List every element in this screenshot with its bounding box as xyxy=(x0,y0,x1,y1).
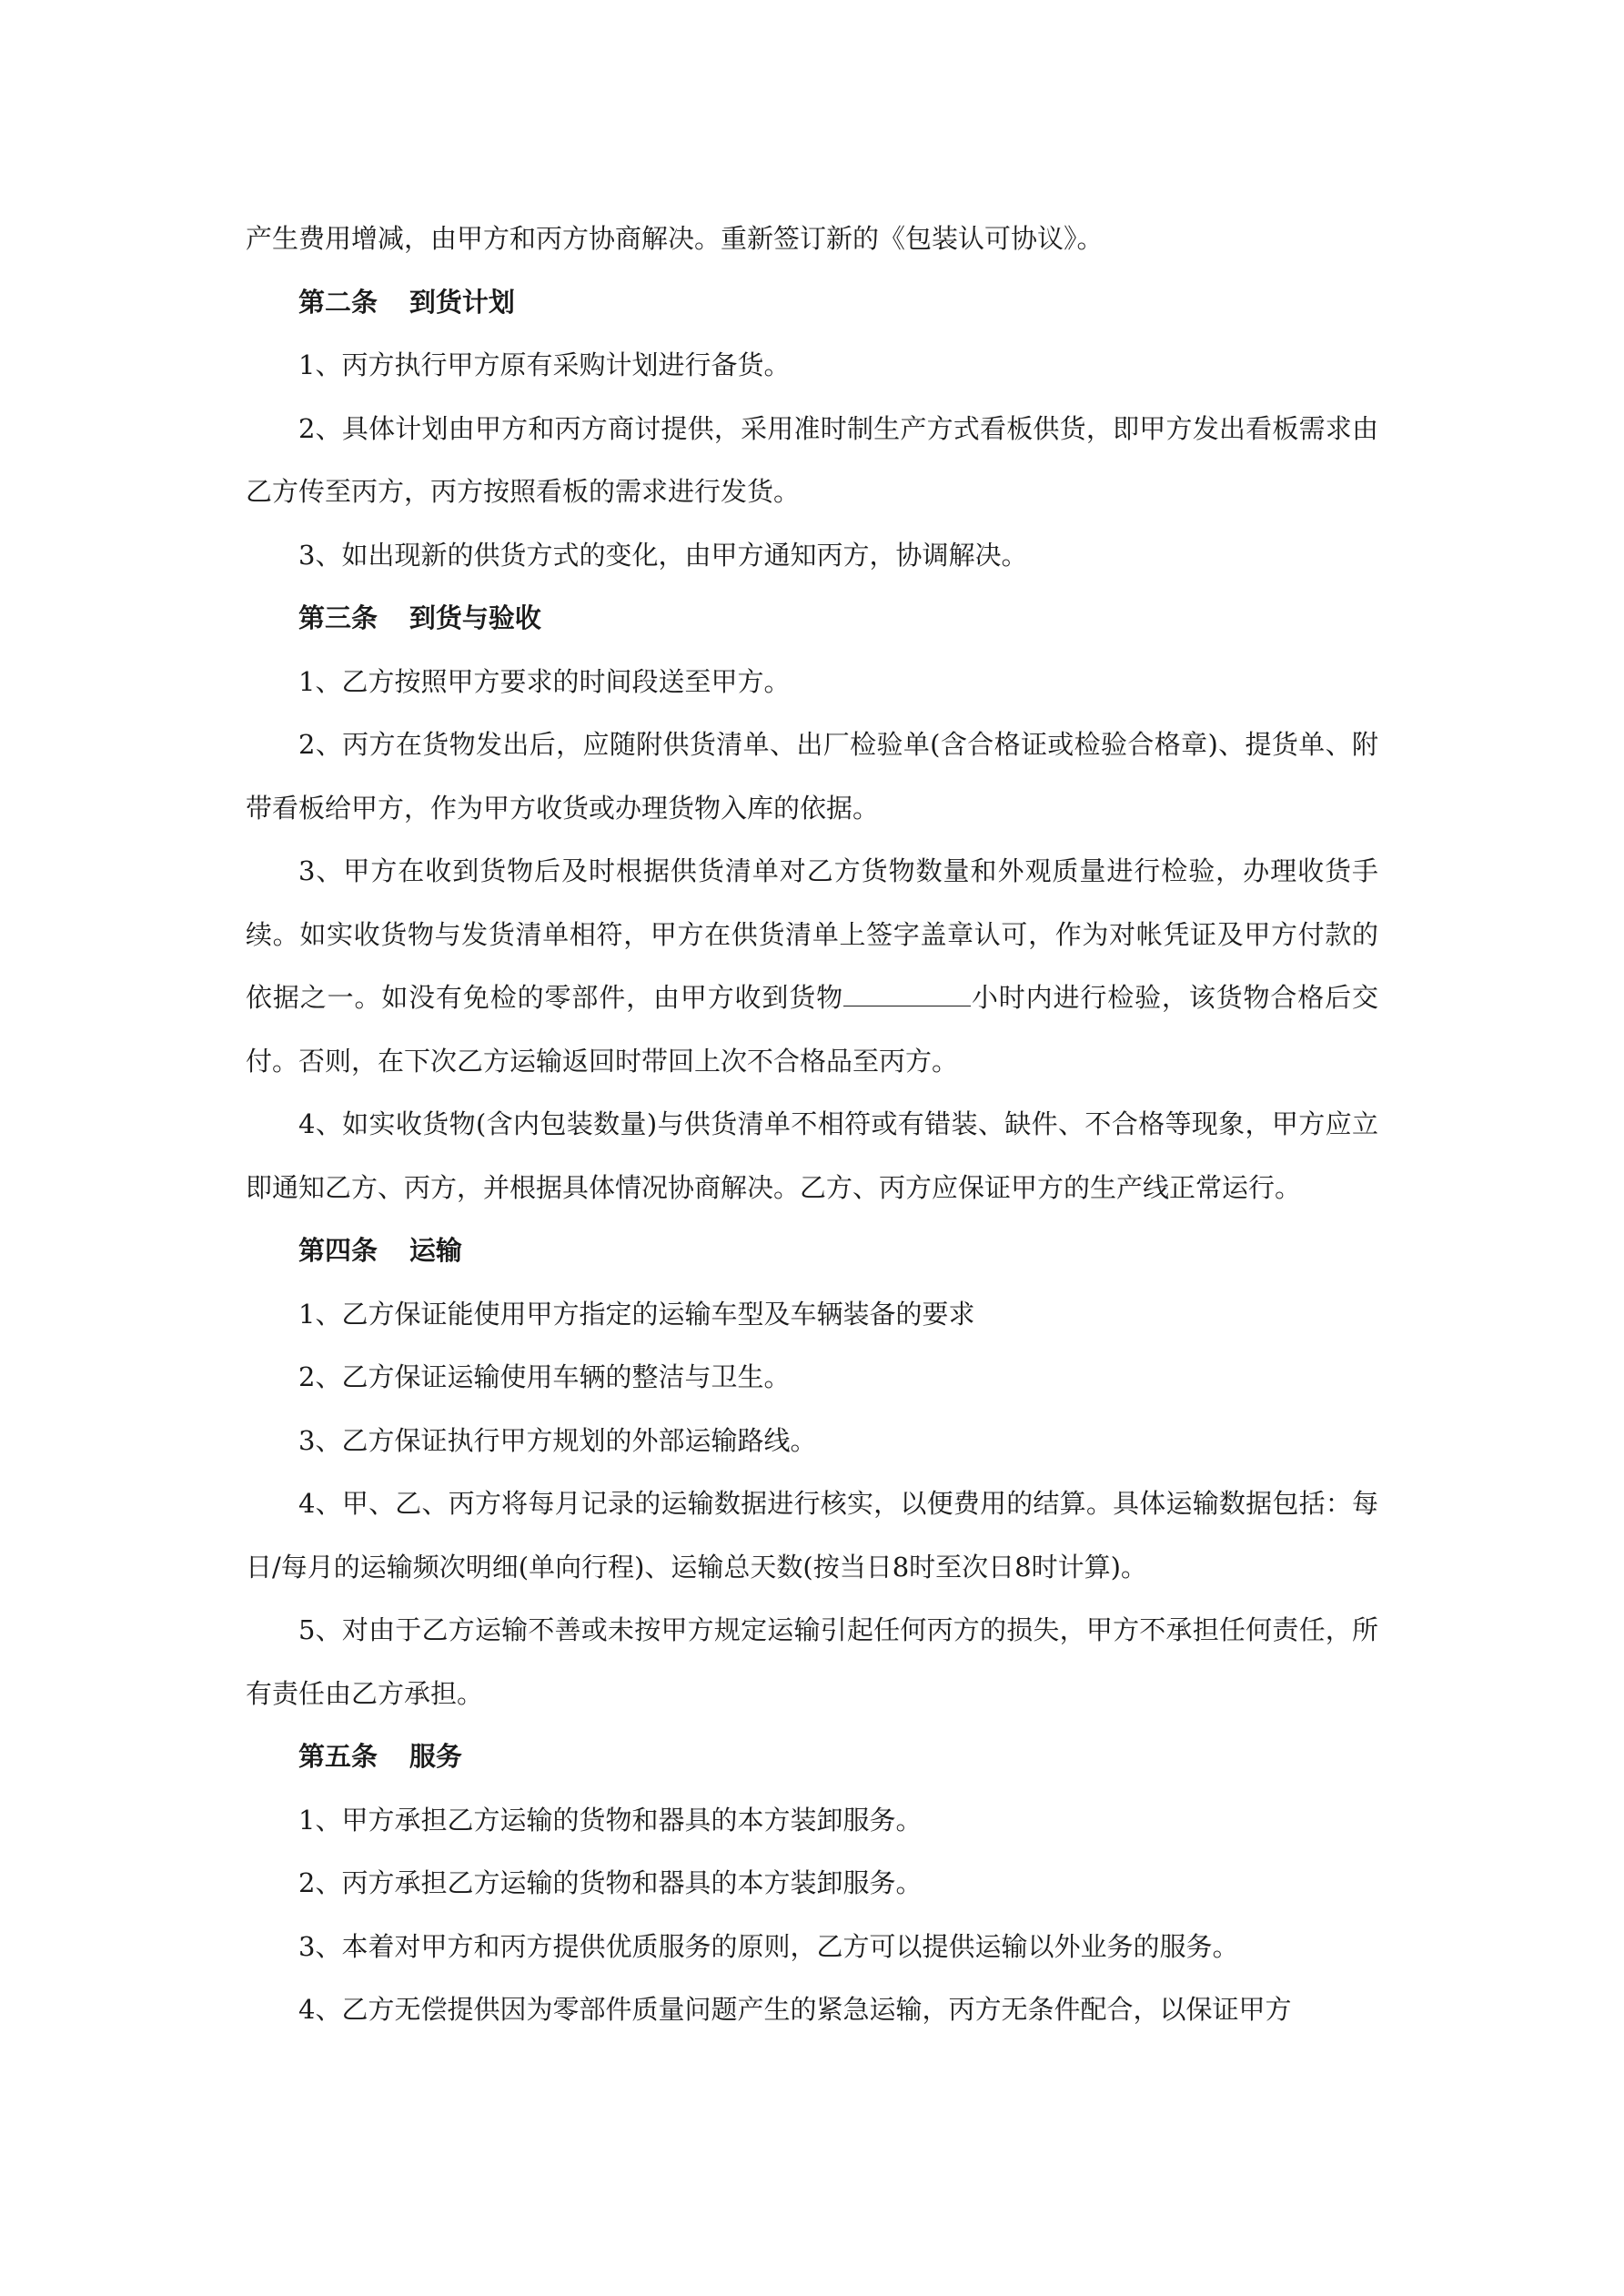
article-3-item-3-text-after: 小时内进行检验，该货物合格后交付。否则，在下次乙方运输返回时带回上次不合格品至丙方。 xyxy=(246,982,1378,1077)
article-3-item-3 xyxy=(246,840,1378,1093)
article-3-item-2: 2、丙方在货物发出后，应随附供货清单、出厂检验单(含合格证或检验合格章)、提货单、附带看板给甲方，作为甲方收货或办理货物入库的依据。 xyxy=(246,729,1378,824)
document-page xyxy=(246,207,1378,2042)
article-3-number: 第三条 xyxy=(298,602,378,633)
inspection-hours-blank[interactable] xyxy=(843,984,971,1006)
article-4-title: 运输 xyxy=(409,1235,462,1266)
article-2-title: 到货计划 xyxy=(409,286,515,318)
article-5-title: 服务 xyxy=(409,1741,462,1772)
article-3-item-1: 1、乙方按照甲方要求的时间段送至甲方。 xyxy=(298,665,791,697)
article-5-item-3: 3、本着对甲方和丙方提供优质服务的原则，乙方可以提供运输以外业务的服务。 xyxy=(298,1930,1239,1962)
article-2-number: 第二条 xyxy=(298,286,378,318)
article-3-title: 到货与验收 xyxy=(409,602,541,633)
article-4-item-2: 2、乙方保证运输使用车辆的整洁与卫生。 xyxy=(298,1361,791,1392)
article-2-heading xyxy=(246,271,1378,335)
article-3-item-4: 4、如实收货物(含内包装数量)与供货清单不相符或有错装、缺件、不合格等现象，甲方应立即通知乙方、丙方，并根据具体情况协商解决。乙方、丙方应保证甲方的生产线正常运行。 xyxy=(246,1108,1378,1203)
intro-paragraph: 产生费用增减，由甲方和丙方协商解决。重新签订新的《包装认可协议》。 xyxy=(246,223,1104,254)
article-4-item-5: 5、对由于乙方运输不善或未按甲方规定运输引起任何丙方的损失，甲方不承担任何责任，所有责任由乙方承担。 xyxy=(246,1614,1378,1709)
article-2-item-1: 1、丙方执行甲方原有采购计划进行备货。 xyxy=(298,349,791,380)
article-5-item-2: 2、丙方承担乙方运输的货物和器具的本方装卸服务。 xyxy=(298,1867,923,1898)
article-4-number: 第四条 xyxy=(298,1235,378,1266)
article-5-heading xyxy=(246,1725,1378,1789)
article-5-item-4: 4、乙方无偿提供因为零部件质量问题产生的紧急运输，丙方无条件配合，以保证甲方 xyxy=(298,1994,1292,2025)
article-5-number: 第五条 xyxy=(298,1741,378,1772)
article-4-heading xyxy=(246,1219,1378,1283)
article-4-item-1: 1、乙方保证能使用甲方指定的运输车型及车辆装备的要求 xyxy=(298,1298,975,1330)
article-3-heading xyxy=(246,587,1378,651)
article-4-item-4: 4、甲、乙、丙方将每月记录的运输数据进行核实，以便费用的结算。具体运输数据包括：每日/每月的运输频次明细(单向行程)、运输总天数(按当日8时至次日8时计算)。 xyxy=(246,1488,1378,1583)
article-2-item-3: 3、如出现新的供货方式的变化，由甲方通知丙方，协调解决。 xyxy=(298,539,1028,571)
article-2-item-2: 2、具体计划由甲方和丙方商讨提供，采用准时制生产方式看板供货，即甲方发出看板需求由乙方传至丙方，丙方按照看板的需求进行发货。 xyxy=(246,412,1378,507)
article-4-item-3: 3、乙方保证执行甲方规划的外部运输路线。 xyxy=(298,1424,817,1456)
article-5-item-1: 1、甲方承担乙方运输的货物和器具的本方装卸服务。 xyxy=(298,1804,923,1836)
article-3-item-3-text-before: 3、甲方在收到货物后及时根据供货清单对乙方货物数量和外观质量进行检验，办理收货手续。如实收货物与发货清单相符，甲方在供货清单上签字盖章认可，作为对帐凭证及甲方付款的依据之一。如没有免检的零部件，由甲方收到货物 xyxy=(246,855,1378,1013)
